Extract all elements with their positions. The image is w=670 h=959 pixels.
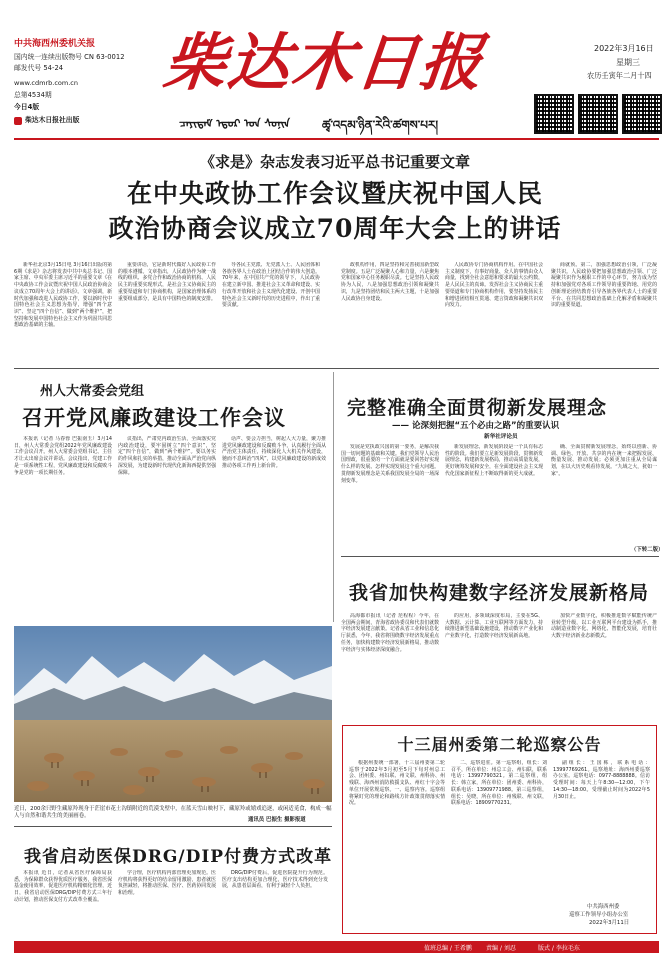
commentary-col-3: 确、全面贯彻新发展理念，始终以创新、协调、绿色、开放、共享的内在统一来把握发展、衡量发展、推动发展；必须更加注重从全局谋划，在以大历史观看待发展。“九域之大，犹如一家”。 bbox=[551, 444, 657, 477]
inspection-notice bbox=[342, 725, 657, 934]
inspection-col-2: 二、巡察进驻。第一巡察组，组长：刘召平，所在单位：州总工会、州妇联，联系电话：13997790321。第二巡察组，组长：韩立家，所在单位：团州委、州科协，联系电话：13909771988。第三巡察组，组长：吴晓，所在单位：州残联、州文联，联系电话：18909770231。 bbox=[451, 760, 547, 807]
discipline-col-3: 话声、要会力担当，树起人大力量，聚力推进党风廉政建设和反腐败斗争，认真履行全面从严治党主体责任，持续深化人大机关作风建设，驰而不息纠治“四风”，以党风廉政建设的新成效推动各项工作再上新台阶。 bbox=[222, 436, 326, 469]
commentary-col-2: 新发展理念，新发展阶段是一个具有标志性的阶段。我们要立足新发展阶段，贯彻新发展理念，构建新发展格局，推动高质量发展，更好统筹发展和安全，在全面建设社会主义现代化国家新征程上不断取得新的更大成就。 bbox=[445, 444, 543, 477]
digital-col-3: 加快产业数字化，积极推进数字赋能传统产业转型升级，以工业互联网平台建设为抓手，推动制造业数字化、网络化、智能化发展，培育壮大数字经济新业态新模式。 bbox=[551, 613, 657, 640]
website: www.cdmrb.com.cn bbox=[14, 79, 78, 87]
lead-col-1: 新华社北京3月15日电 3月16日出版的第6期《求是》杂志将发表中共中央总书记、国家主席、中央军委主席习近平的重要文章《在中央政协工作会议暨庆祝中国人民政治协商会议成立70周年大会上的讲话》。文章强调，新时代加强和改进人民政协工作，要以新时代中国特色社会主义思想为指导，增强“四个意识”、坚定“四个自信”、做到“两个维护”，把坚持和发展中国特色社会主义作为巩固共同思想政治基础的主轴。 bbox=[14, 262, 112, 329]
weekday: 星期三 bbox=[616, 58, 640, 67]
masthead-mongolian: ᠴᠠᠶᠢᠳᠠᠮ ᠡᠳᠦᠷ ᠤᠨ ᠰᠣᠨᠢᠨ bbox=[179, 117, 291, 130]
discipline-col-2: 议指出，严肃党内政治生活，全面落实党内政治建设，要牢固树立“四个意识”，坚定“四个自信”，做到“两个维护”。要以务实的作风和扎实的举措，推动全面从严治党向纵深发展，为建设新时代现代化新海西提供坚强保障。 bbox=[118, 436, 216, 476]
masthead-tibetan: ཚྭ་འདམ་ཉིན་རེའི་ཚགས་པར། bbox=[322, 118, 439, 132]
cn-number: 国内统一连续出版物号 CN 63-0012 bbox=[14, 53, 125, 61]
drg-col-2: 学合理，医疗机构内部管理更加规范。医疗机构将获得更好的结余留用激励，患者就医负担减轻，将推动医保、医疗、医药协同发展和治理。 bbox=[118, 870, 216, 897]
inspection-col-1: 根据州委统一部署，十三届州委第二轮巡察于2022年3月初至5月下旬对州总工会、团州委、州妇联、州文联、州科协、州残联、海西州消防救援支队、州红十字会等单位开展常规巡察。一、巡察内容。巡察组将紧盯党的理论和路线方针政策贯彻落实情况。 bbox=[349, 760, 445, 807]
antelope-landscape-icon bbox=[14, 626, 332, 802]
column-divider bbox=[333, 372, 334, 622]
footer-layout: 版式 / 李拉毛东 bbox=[538, 945, 580, 952]
header-divider bbox=[14, 138, 659, 140]
section-divider bbox=[14, 826, 332, 827]
inspection-signature-office: 巡察工作领导小组办公室 bbox=[569, 912, 629, 918]
postal-code: 邮发代号 54-24 bbox=[14, 64, 64, 72]
lead-col-6: 商就预。第二，加强思想政治引领，广泛凝聚共识。人民政协要把加强思想政治引领、广泛凝聚共识作为履职工作的中心环节，努力成为坚持和加强党对各项工作领导的重要阵地、用党的创新理论团结教育引导各族各界代表人士的重要平台、在共同思想政治基础上化解矛盾和凝聚共识的重要渠道。 bbox=[551, 262, 657, 309]
inspection-signature-org: 中共海西州委 bbox=[587, 904, 620, 910]
feature-photo bbox=[14, 626, 332, 802]
issue-total: 总第4534期 bbox=[14, 91, 52, 99]
footer-editor: 责编 / 刘忍 bbox=[486, 945, 516, 952]
continue-note: （下转二版） bbox=[631, 547, 664, 553]
issue-date: 2022年3月16日 bbox=[594, 44, 654, 53]
publisher: 柴达木日报社出版 bbox=[25, 116, 80, 124]
masthead-title: 柴达木日报 bbox=[160, 26, 488, 99]
commentary-headline: 完整准确全面贯彻新发展理念 bbox=[347, 397, 608, 419]
inspection-col-3: 副组长：王国栋，联系电话：13997769261。巡察地址：海西州委巡察办公室。巡察电话：0977-8888888。信访受理时间：每天上午8:30—12:00，下午14:30—18:00。受理截止时间为2022年5月30日止。 bbox=[553, 760, 650, 800]
sponsor-label: 中共海西州委机关报 bbox=[14, 39, 96, 49]
digital-col-2: 的应用，多领域深度布局，主要在5G、大数据、云计算、工业互联网等方面发力，持续推进新型基础设施建设，推动数字产业化和产业数字化，打造数字经济发展新高地。 bbox=[445, 613, 543, 640]
discipline-col-1: 本报讯（记者 马春蓉 巴振南玉）3月14日，州人大常委会党组2022年党风廉政建设工作会议召开。州人大常委会党组书记、主任才让太出席会议并讲话。会议指出，党建工作是一项系统性工程，党风廉政建设和反腐败斗争是党的一项长期任务。 bbox=[14, 436, 112, 476]
qr-code-icon bbox=[622, 94, 662, 134]
commentary-byline: 新华社评论员 bbox=[484, 434, 518, 440]
header bbox=[14, 8, 659, 136]
discipline-kicker: 州人大常委会党组 bbox=[40, 384, 145, 399]
lead-kicker: 《求是》杂志发表习近平总书记重要文章 bbox=[199, 153, 470, 171]
inspection-headline: 十三届州委第二轮巡察公告 bbox=[397, 735, 602, 754]
discipline-headline: 召开党风廉政建设工作会议 bbox=[22, 405, 286, 430]
qr-code-icon bbox=[534, 94, 574, 134]
lunar-date: 农历壬寅年二月十四 bbox=[587, 71, 652, 80]
publisher-logo-icon bbox=[14, 117, 22, 125]
commentary-subheadline: —— 论深刻把握“五个必由之路”的重要认识 bbox=[392, 421, 560, 431]
footer-editor-chief: 值班总编 / 王希鹏 bbox=[424, 945, 472, 952]
lead-col-2: 重要讲话，它是新时代做好人民政协工作的根本遵循。文章指出，人民政协作为统一战线的组织、多党合作和政治协商的机构、人民民主的重要实现形式，是社会主义协商民主的重要渠道和专门协商机构，是国家治理体系的重要组成部分，是具有中国特色的制度安排。 bbox=[118, 262, 216, 302]
lead-col-5: 人民政协专门协商机构作用。在中国社会主义制度下，有事好商量、众人的事情由众人商量，找到全社会意愿和要求的最大公约数，是人民民主的真谛。发挥社会主义协商民主重要渠道和专门协商机构作用，要坚持发扬民主和增进团结相互贯通、建言资政和凝聚共识双向发力。 bbox=[445, 262, 543, 309]
digital-headline: 我省加快构建数字经济发展新格局 bbox=[349, 582, 650, 604]
lead-headline-line2: 政治协商会议成立70周年大会上的讲话 bbox=[108, 214, 562, 243]
section-divider bbox=[14, 368, 659, 369]
section-divider bbox=[341, 556, 659, 557]
drg-col-1: 本报讯 近日，记者从省医疗保障局获悉，为保障群众获得优质医疗服务，我省医保基金使用效率，促进医疗机构精细化管理，近日，我省启动医保DRG/DIP付费方式三年行动计划，推动医保支付方式改革全覆盖。 bbox=[14, 870, 112, 903]
pages-today: 今日4版 bbox=[14, 103, 40, 111]
photo-caption: 近日，200余只野生藏原羚现身于茫崖市花土沟镇附近的荒漠戈壁中，在蓝天雪山映衬下，藏原羚或嬉戏追逐，或闲适觅食，构成一幅人与自然和谐共生的美丽画卷。 bbox=[14, 806, 332, 819]
inspection-signature-date: 2022年3月11日 bbox=[589, 920, 630, 926]
drg-headline: 我省启动医保DRG/DIP付费方式改革 bbox=[24, 847, 333, 867]
lead-headline-line1: 在中央政协工作会议暨庆祝中国人民 bbox=[126, 179, 543, 208]
qr-code-icon bbox=[578, 94, 618, 134]
drg-col-3: DRG/DIP付费后，促进医院提升行为规范。医疗支出结构更加合理化，医疗技术得到充分发展，从患者层面看，有利于减轻个人负担。 bbox=[222, 870, 328, 890]
commentary-col-1: 发展是党执政兴国的第一要务，是解决我国一切问题的基础和关键。我们党领导人民治国理政，很重要的一个方面就是要回答好实现什么样的发展、怎样实现发展这个重大问题。贯彻新发展理念是关系我国发展全局的一场深刻变革。 bbox=[341, 444, 439, 484]
digital-col-1: 高海都市报讯（记者 范程程）今年，在全国两会期间，青海省政协委员和代表们就数字经济发展建言献策。记者从省工业和信息化厅获悉，今年，我省将围绕数字经济发展重点任务，加快构建数字经济发展新格局，推动数字经济与实体经济深度融合。 bbox=[341, 613, 439, 653]
lead-col-3: 导各民主党派、无党派人士、人民团体和各族各界人士在政治上团结合作的伟大创造。70年来，在中国共产党的领导下，人民政协在建立新中国、推进社会主义革命和建设、实行改革开放和社会主义现代化建设、开创中国特色社会主义新时代的历史进程中，作出了重要贡献。 bbox=[222, 262, 320, 309]
photo-credit: 通讯员 巴振生 摄影报道 bbox=[248, 817, 306, 823]
lead-col-4: 政机构作用，四是坚持和完善我国新型政党制度。五是广泛凝聚人心和力量，六是聚焦党和国家中心任务履职尽责。七是坚持人民政协为人民，八是加强思想政治引领和凝聚共识，九是坚持团结和民主两大主题，十是加强人民政协自身建设。 bbox=[341, 262, 439, 302]
